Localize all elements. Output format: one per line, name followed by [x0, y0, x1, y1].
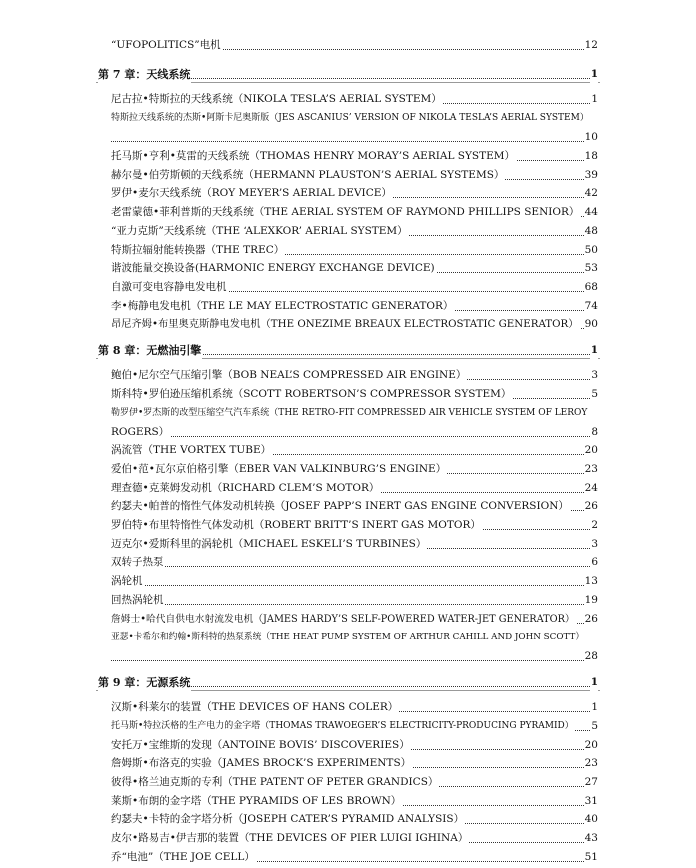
page-number: 68 [584, 278, 598, 297]
toc-entry[interactable] [0, 259, 696, 278]
page-number: 3 [590, 535, 598, 554]
entry-title: 汉斯•科莱尔的装置（THE DEVICES OF HANS COLER） [111, 698, 399, 717]
toc-entry[interactable] [0, 166, 696, 185]
page-number: 90 [584, 315, 598, 334]
page-number: 26 [584, 610, 598, 629]
entry-title: 谐波能量交换设备(HARMONIC ENERGY EXCHANGE DEVICE) [111, 259, 436, 278]
entry-title: 涡流管（THE VORTEX TUBE） [111, 441, 272, 460]
page-number: 43 [584, 829, 598, 848]
chapter-title: 第 8 章：无燃油引擎 [98, 341, 202, 360]
entry-title: 鲍伯•尼尔空气压缩引擎（BOB NEAL’S COMPRESSED AIR ENGINE） [111, 366, 467, 385]
entry-title: 特斯拉天线系统的杰斯•阿斯卡尼奥斯版（JES ASCANIUS’ VERSION OF NIKOLA TESLA’S AERIAL SYSTEM） [111, 109, 590, 128]
entry-title: 托马斯•特拉沃格的生产电力的金字塔（THOMAS TRAWOEGER’S ELECTRICITY-PRODUCING PYRAMID） [111, 717, 575, 736]
page-number: 24 [584, 479, 598, 498]
toc-entry[interactable] [0, 222, 696, 241]
chapter-heading[interactable] [0, 673, 696, 692]
toc-entry[interactable] [0, 848, 696, 867]
toc-entry[interactable] [0, 736, 696, 755]
toc-entry[interactable] [0, 441, 696, 460]
entry-title: 特斯拉辐射能转换器（THE TREC） [111, 241, 285, 260]
toc-entry[interactable] [0, 773, 696, 792]
toc-entry[interactable] [0, 297, 696, 316]
entry-title: 双转子热泵 [111, 553, 165, 572]
toc-entry[interactable] [0, 203, 696, 222]
entry-title: 理查德•克莱姆发动机（RICHARD CLEM’S MOTOR） [111, 479, 380, 498]
toc-entry[interactable] [0, 610, 696, 629]
entry-title: 詹姆士•哈代自供电水射流发电机（JAMES HARDY’S SELF-POWERED WATER-JET GENERATOR） [111, 610, 576, 629]
toc-entry[interactable] [0, 90, 696, 109]
page-number: 1 [590, 65, 598, 84]
entry-title: 詹姆斯•布洛克的实验（JAMES BROCK’S EXPERIMENTS） [111, 754, 412, 773]
toc-entry[interactable] [0, 184, 696, 203]
entry-title: 李•梅静电发电机（THE LE MAY ELECTROSTATIC GENERATOR） [111, 297, 454, 316]
dot-leader [111, 553, 598, 572]
entry-title: 回热涡轮机 [111, 591, 165, 610]
toc-entry[interactable] [0, 278, 696, 297]
page-number: 48 [584, 222, 598, 241]
page-number: 44 [584, 203, 598, 222]
toc-entry[interactable] [0, 754, 696, 773]
toc-entry[interactable] [0, 516, 696, 535]
chapter-title: 第 7 章：天线系统 [98, 65, 191, 84]
page-number: 53 [584, 259, 598, 278]
entry-title: 斯科特•罗伯逊压缩机系统（SCOTT ROBERTSON’S COMPRESSOR SYSTEM） [111, 385, 512, 404]
entry-title: 勒罗伊•罗杰斯的改型压缩空气汽车系统（THE RETRO-FIT COMPRESSED AIR VEHICLE SYSTEM OF LEROY [111, 404, 588, 423]
toc-entry[interactable] [0, 810, 696, 829]
page-number: 28 [584, 647, 598, 666]
page-number: 3 [590, 366, 598, 385]
entry-title: 罗伊•麦尔天线系统（ROY MEYER’S AERIAL DEVICE） [111, 184, 393, 203]
page-number: 1 [590, 341, 598, 360]
entry-title: 迈克尔•爱斯科里的涡轮机（MICHAEL ESKELI’S TURBINES） [111, 535, 427, 554]
toc-entry[interactable] [0, 698, 696, 717]
page-number: 23 [584, 754, 598, 773]
page-number: 42 [584, 184, 598, 203]
entry-title: 莱斯•布朗的金字塔（THE PYRAMIDS OF LES BROWN） [111, 792, 402, 811]
chapter-title: 第 9 章：无源系统 [98, 673, 191, 692]
entry-title: “亚力克斯”天线系统（THE ‘ALEXKOR’ AERIAL SYSTEM） [111, 222, 409, 241]
toc-entry[interactable] [0, 460, 696, 479]
entry-title: 爱伯•范•瓦尔京伯格引擎（EBER VAN VALKINBURG’S ENGINE） [111, 460, 447, 479]
page-number: 12 [584, 36, 598, 55]
entry-title: 安托万•宝维斯的发现（ANTOINE BOVIS’ DISCOVERIES） [111, 736, 411, 755]
toc-entry[interactable] [0, 535, 696, 554]
toc-entry-line[interactable] [0, 628, 696, 647]
toc-entry[interactable] [0, 717, 696, 736]
toc-entry[interactable] [0, 241, 696, 260]
toc-entry[interactable] [0, 553, 696, 572]
toc-entry[interactable] [0, 315, 696, 334]
toc-entry[interactable] [0, 572, 696, 591]
dot-leader [111, 647, 598, 666]
toc-entry-line[interactable] [0, 109, 696, 128]
entry-title: 乔“电池”（THE JOE CELL） [111, 848, 256, 867]
page-number: 50 [584, 241, 598, 260]
entry-title: 尼古拉•特斯拉的天线系统（NIKOLA TESLA’S AERIAL SYSTEM） [111, 90, 443, 109]
toc-entry-continuation[interactable] [0, 128, 696, 147]
toc-entry[interactable] [0, 479, 696, 498]
toc-entry[interactable] [0, 385, 696, 404]
page-number: 1 [590, 90, 598, 109]
entry-title: 约瑟夫•帕普的惰性气体发动机转换（JOSEF PAPP’S INERT GAS ENGINE CONVERSION） [111, 497, 570, 516]
toc-entry[interactable] [0, 829, 696, 848]
page-number: 13 [584, 572, 598, 591]
page-number: 18 [584, 147, 598, 166]
entry-title: 皮尔•路易吉•伊吉那的装置（THE DEVICES OF PIER LUIGI IGHINA） [111, 829, 469, 848]
page-number: 20 [584, 441, 598, 460]
toc-entry[interactable] [0, 591, 696, 610]
page-number: 40 [584, 810, 598, 829]
page-number: 5 [590, 717, 598, 736]
page-number: 1 [590, 698, 598, 717]
toc-entry[interactable] [0, 792, 696, 811]
toc-entry[interactable] [0, 36, 696, 55]
entry-title: 老雷蒙德•菲利普斯的天线系统（THE AERIAL SYSTEM OF RAYMOND PHILLIPS SENIOR） [111, 203, 580, 222]
dot-leader [111, 128, 598, 147]
page-number: 10 [584, 128, 598, 147]
page-number: 5 [590, 385, 598, 404]
entry-title: “UFOPOLITICS”电机 [111, 36, 222, 55]
page-number: 19 [584, 591, 598, 610]
entry-title: 昂尼齐姆•布里奥克斯静电发电机（THE ONEZIME BREAUX ELECTROSTATIC GENERATOR） [111, 315, 580, 334]
page-number: 27 [584, 773, 598, 792]
entry-title: 彼得•格兰迪克斯的专利（THE PATENT OF PETER GRANDICS） [111, 773, 439, 792]
page-number: 20 [584, 736, 598, 755]
toc-entry[interactable] [0, 147, 696, 166]
page-number: 39 [584, 166, 598, 185]
entry-title: 托马斯•亨利•莫雷的天线系统（THOMAS HENRY MORAY’S AERIAL SYSTEM） [111, 147, 516, 166]
page-number: 31 [584, 792, 598, 811]
page-number: 6 [590, 553, 598, 572]
entry-title: 涡轮机 [111, 572, 144, 591]
page-number: 23 [584, 460, 598, 479]
dot-leader [111, 572, 598, 591]
page-number: 26 [584, 497, 598, 516]
toc-entry-continuation[interactable] [0, 423, 696, 442]
page-number: 74 [584, 297, 598, 316]
toc-entry-line[interactable] [0, 404, 696, 423]
page-number: 51 [584, 848, 598, 867]
chapter-heading[interactable] [0, 65, 696, 84]
entry-title: 赫尔曼•伯劳斯顿的天线系统（HERMANN PLAUSTON’S AERIAL SYSTEMS） [111, 166, 505, 185]
dot-leader [111, 423, 598, 442]
entry-title: 罗伯特•布里特惰性气体发动机（ROBERT BRITT’S INERT GAS MOTOR） [111, 516, 482, 535]
toc-entry-continuation[interactable] [0, 647, 696, 666]
page-number: 1 [590, 673, 598, 692]
chapter-heading[interactable] [0, 341, 696, 360]
entry-title: ROGERS） [111, 423, 170, 442]
page-number: 2 [590, 516, 598, 535]
dot-leader [111, 591, 598, 610]
page-number: 8 [590, 423, 598, 442]
entry-title: 约瑟夫•卡特的金字塔分析（JOSEPH CATER’S PYRAMID ANALYSIS） [111, 810, 465, 829]
entry-title: 亚瑟•卡希尔和约翰•斯科特的热泵系统（THE HEAT PUMP SYSTEM OF ARTHUR CAHILL AND JOHN SCOTT） [111, 628, 585, 647]
toc-entry[interactable] [0, 366, 696, 385]
toc-entry[interactable] [0, 497, 696, 516]
entry-title: 自激可变电容静电发电机 [111, 278, 228, 297]
